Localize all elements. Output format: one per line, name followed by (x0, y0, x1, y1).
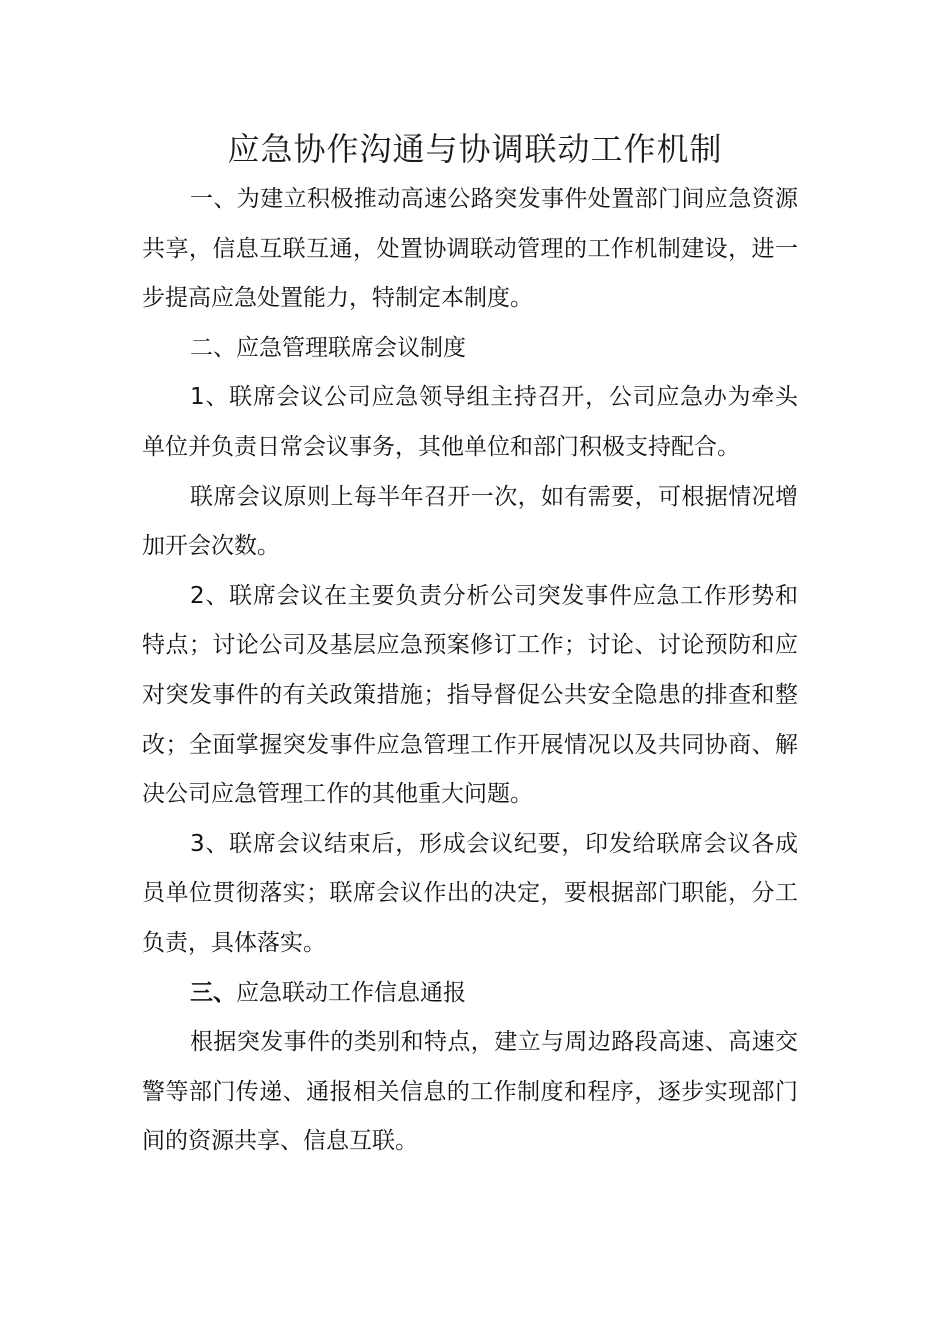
paragraph-item-3: 3、联席会议结束后，形成会议纪要，印发给联席会议各成员单位贯彻落实；联席会议作出的决定，要根据部门职能，分工负责，具体落实。 (142, 830, 798, 956)
section-heading-3 (142, 969, 798, 1019)
paragraph-intro: 一、为建立积极推动高速公路突发事件处置部门间应急资源共享，信息互联互通，处置协调联动管理的工作机制建设，进一步提高应急处置能力，特制定本制度。 (142, 186, 798, 312)
section-heading-3-number: 三、 (190, 979, 236, 1006)
section-heading-2: 二、应急管理联席会议制度 (190, 334, 466, 361)
paragraph-item-1: 1、联席会议公司应急领导组主持召开，公司应急办为牵头单位并负责日常会议事务，其他单位和部门积极支持配合。 (142, 384, 798, 460)
paragraph-meeting-frequency: 联席会议原则上每半年召开一次，如有需要，可根据情况增加开会次数。 (142, 483, 798, 560)
paragraph-info-sharing: 根据突发事件的类别和特点，建立与周边路段高速、高速交警等部门传递、通报相关信息的工作制度和程序，逐步实现部门间的资源共享、信息互联。 (142, 1029, 798, 1155)
section-heading-3-text: 应急联动工作信息通报 (236, 979, 466, 1006)
document-body (142, 175, 798, 1167)
paragraph-item-2: 2、联席会议在主要负责分析公司突发事件应急工作形势和特点；讨论公司及基层应急预案修订工作；讨论、讨论预防和应对突发事件的有关政策措施；指导督促公共安全隐患的排查和整改；全面掌握突发事件应急管理工作开展情况以及共同协商、解决公司应急管理工作的其他重大问题。 (142, 582, 798, 808)
document-title: 应急协作沟通与协调联动工作机制 (227, 130, 723, 168)
